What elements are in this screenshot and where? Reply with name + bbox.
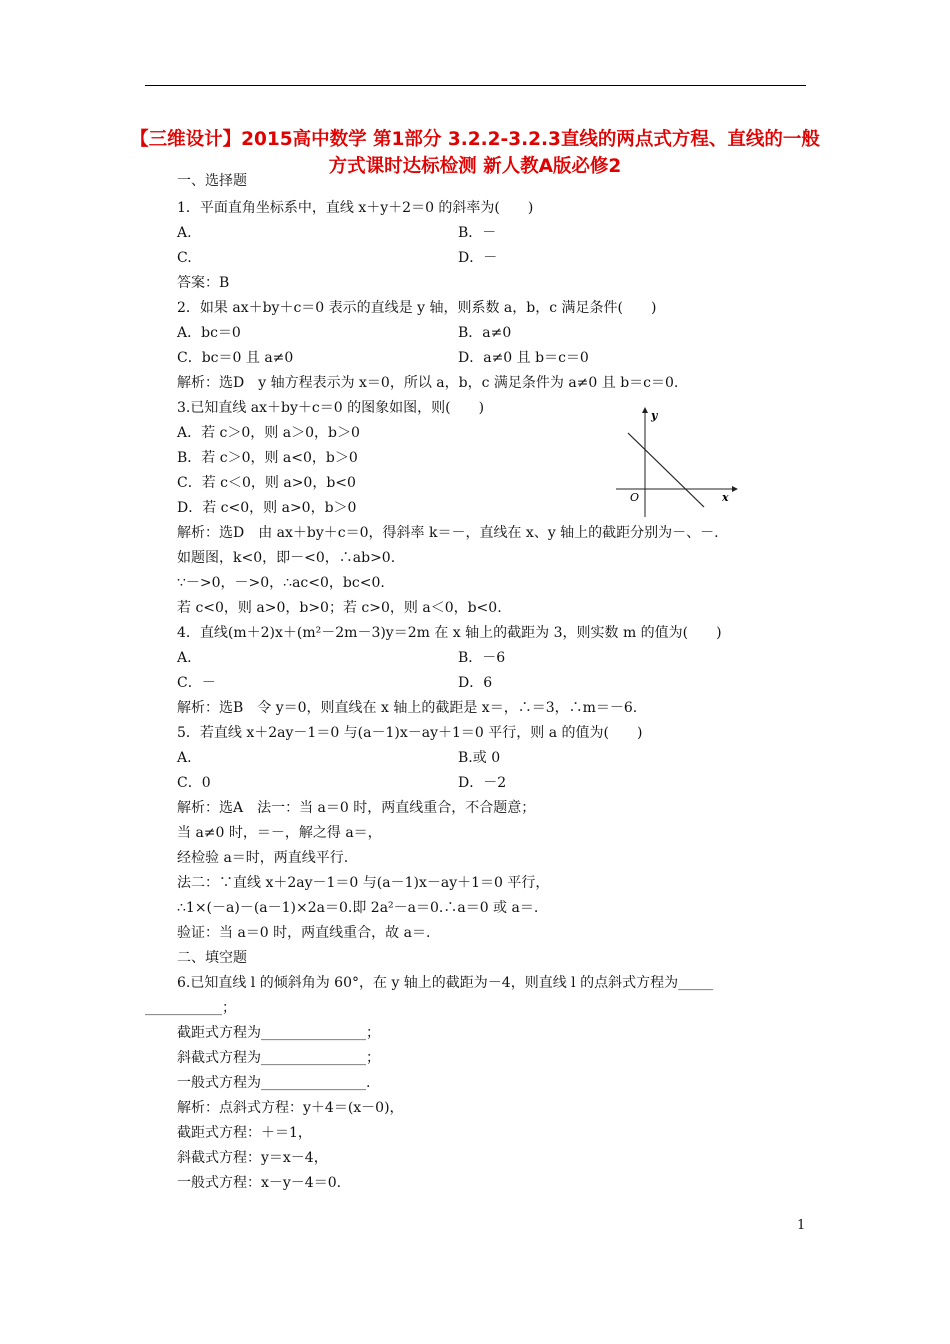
q1-answer: 答案：B: [177, 275, 230, 291]
q2-solution: 解析：选D y 轴方程表示为 x＝0，所以 a，b，c 满足条件为 a≠0 且 b＝c＝0.: [177, 375, 679, 391]
question-4: 4．直线(m＋2)x＋(m²－2m－3)y＝2m 在 x 轴上的截距为 3，则实数 m 的值为( ): [177, 625, 722, 641]
q2-option-a: A．bc＝0: [177, 325, 241, 341]
q4-option-c: C．－: [177, 675, 216, 691]
q5-solution-2: 当 a≠0 时，＝－，解之得 a＝，: [177, 825, 382, 841]
q5-option-d: D．－2: [458, 775, 507, 791]
q6-solution-4: 一般式方程：x－y－4＝0.: [177, 1175, 342, 1191]
graph-line: [628, 433, 704, 507]
y-axis-label: y: [651, 409, 658, 422]
q2-option-d: D．a≠0 且 b＝c＝0: [458, 350, 589, 366]
q5-solution-4: 法二：∵直线 x＋2ay－1＝0 与(a－1)x－ay＋1＝0 平行，: [177, 875, 550, 891]
q3-solution-4: 若 c<0，则 a>0，b>0；若 c>0，则 a＜0，b<0.: [177, 600, 502, 616]
q4-solution: 解析：选B 令 y＝0，则直线在 x 轴上的截距是 x＝，∴＝3，∴m＝－6.: [177, 700, 638, 716]
q5-option-c: C．0: [177, 775, 211, 791]
q5-option-a: A.: [177, 750, 192, 766]
q4-option-b: B．－6: [458, 650, 506, 666]
q6-solution-3: 斜截式方程：y＝x－4，: [177, 1150, 328, 1166]
header-rule: [145, 85, 806, 86]
q1-option-c: C.: [177, 250, 192, 266]
q3-solution-3: ∵－>0，－>0，∴ac<0，bc<0.: [177, 575, 385, 591]
q5-option-b: B.或 0: [458, 750, 501, 766]
q1-option-b: B．－: [458, 225, 497, 241]
q3-solution-2: 如题图，k<0，即－<0，∴ab>0.: [177, 550, 396, 566]
q3-solution-1: 解析：选D 由 ax＋by＋c＝0，得斜率 k＝－，直线在 x、y 轴上的截距分别为－、－.: [177, 525, 719, 541]
question-5: 5．若直线 x＋2ay－1＝0 与(a－1)x－ay＋1＝0 平行，则 a 的值为( ): [177, 725, 643, 741]
q2-option-c: C．bc＝0 且 a≠0: [177, 350, 294, 366]
q6-intercept-form-blank: 截距式方程为_______________；: [177, 1025, 380, 1041]
line-graph-figure: [608, 405, 738, 520]
q5-solution-3: 经检验 a＝时，两直线平行.: [177, 850, 349, 866]
q3-option-b: B．若 c＞0，则 a<0，b＞0: [177, 450, 358, 466]
q6-solution-1: 解析：点斜式方程：y＋4＝(x－0)，: [177, 1100, 404, 1116]
q6-solution-2: 截距式方程：＋＝1，: [177, 1125, 312, 1141]
question-1: 1．平面直角坐标系中，直线 x＋y＋2＝0 的斜率为( ): [177, 200, 534, 216]
document-title: 【三维设计】2015高中数学 第1部分 3.2.2-3.2.3直线的两点式方程、直线的一般方式课时达标检测 新人教A版必修2: [130, 129, 820, 177]
origin-label: O: [630, 491, 640, 504]
x-axis-label: x: [722, 491, 729, 504]
q6-blank-continued: ___________；: [145, 1000, 236, 1016]
y-axis-arrow: [642, 407, 648, 413]
q3-option-d: D．若 c<0，则 a>0，b＞0: [177, 500, 357, 516]
page-number: 1: [797, 1218, 806, 1233]
q5-solution-6: 验证：当 a＝0 时，两直线重合，故 a＝.: [177, 925, 431, 941]
question-6: 6.已知直线 l 的倾斜角为 60°，在 y 轴上的截距为－4，则直线 l 的点斜式方程为_____: [177, 975, 714, 991]
q1-option-a: A.: [177, 225, 192, 241]
q5-solution-5: ∴1×(－a)－(a－1)×2a＝0.即 2a²－a＝0.∴a＝0 或 a＝.: [177, 900, 539, 916]
q5-solution-1: 解析：选A 法一：当 a＝0 时，两直线重合，不合题意；: [177, 800, 536, 816]
question-3: 3.已知直线 ax＋by＋c＝0 的图象如图，则( ): [177, 400, 485, 416]
x-axis-arrow: [732, 486, 738, 492]
q4-option-a: A.: [177, 650, 192, 666]
q6-slope-intercept-blank: 斜截式方程为_______________；: [177, 1050, 380, 1066]
q4-option-d: D．6: [458, 675, 493, 691]
q3-option-a: A．若 c＞0，则 a＞0，b＞0: [177, 425, 360, 441]
q6-general-form-blank: 一般式方程为_______________.: [177, 1075, 371, 1091]
q1-option-d: D．－: [458, 250, 498, 266]
section-heading-2: 二、填空题: [177, 950, 247, 966]
q3-option-c: C．若 c＜0，则 a>0，b<0: [177, 475, 356, 491]
section-heading: 一、选择题: [177, 173, 247, 189]
q2-option-b: B．a≠0: [458, 325, 512, 341]
question-2: 2．如果 ax＋by＋c＝0 表示的直线是 y 轴，则系数 a，b，c 满足条件( ): [177, 300, 657, 316]
